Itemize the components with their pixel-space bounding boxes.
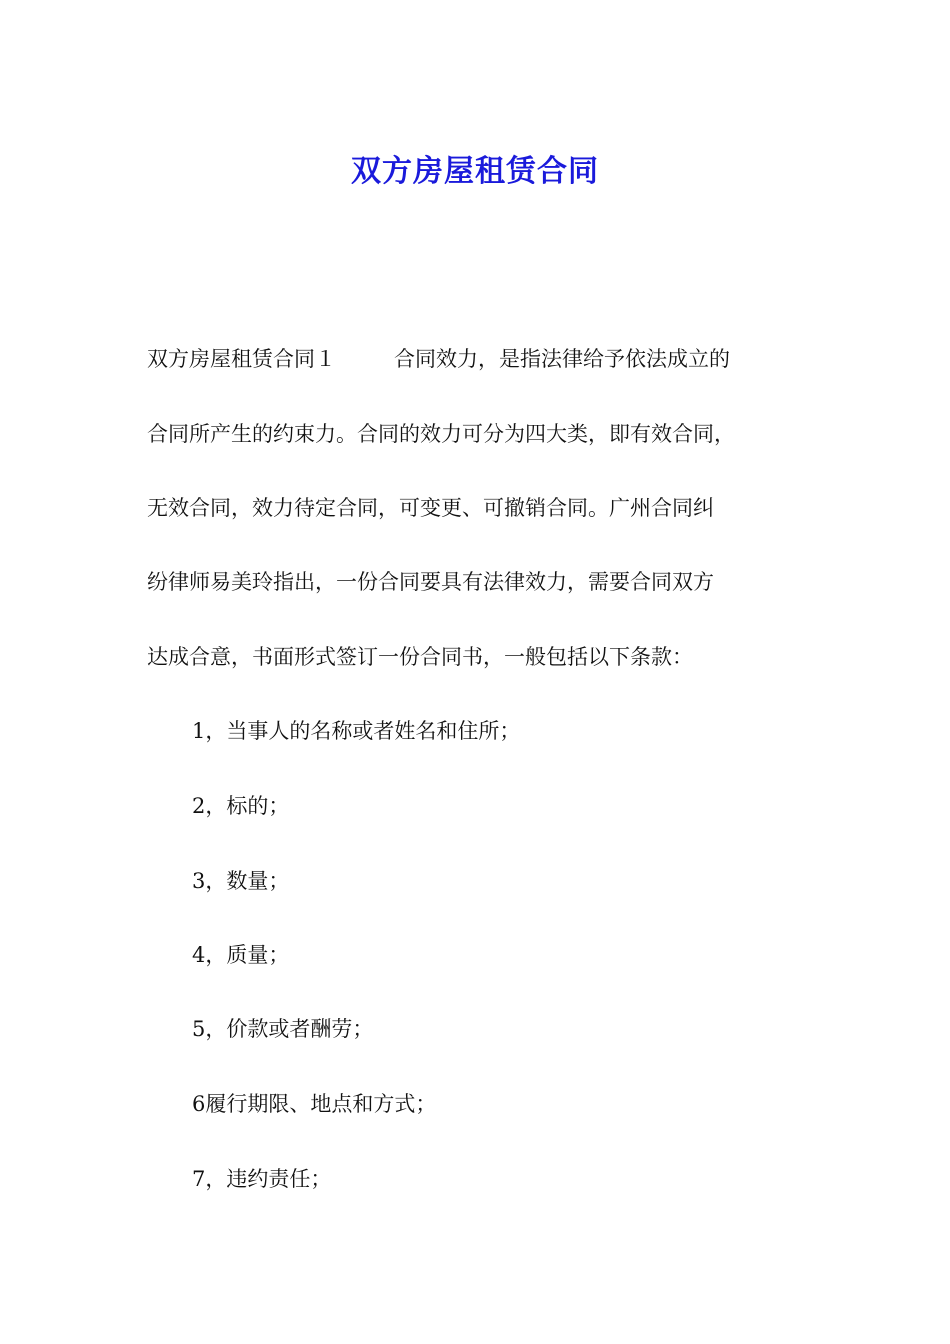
inline-heading: 双方房屋租赁合同１ bbox=[147, 347, 336, 371]
paragraph-line-4: 纷律师易美玲指出，一份合同要具有法律效力，需要合同双方 bbox=[147, 570, 714, 594]
clause-item: 5，价款或者酬劳； bbox=[192, 1017, 374, 1041]
paragraph-line-1 bbox=[147, 344, 730, 374]
page-title: 双方房屋租赁合同 bbox=[351, 154, 599, 190]
paragraph-line-5: 达成合意，书面形式签订一份合同书，一般包括以下条款： bbox=[147, 645, 693, 669]
clause-item: 2，标的； bbox=[192, 794, 290, 818]
clause-item: 3，数量； bbox=[192, 869, 290, 893]
clause-item: 7，违约责任； bbox=[192, 1167, 332, 1191]
clause-item: 4，质量； bbox=[192, 943, 290, 967]
paragraph-line-3: 无效合同，效力待定合同，可变更、可撤销合同。广州合同纠 bbox=[147, 496, 714, 520]
paragraph-text: 合同效力，是指法律给予依法成立的 bbox=[394, 347, 730, 371]
clause-item: 6履行期限、地点和方式； bbox=[192, 1092, 437, 1116]
paragraph-line-2: 合同所产生的约束力。合同的效力可分为四大类，即有效合同， bbox=[147, 422, 735, 446]
clause-item: 1，当事人的名称或者姓名和住所； bbox=[192, 719, 521, 743]
